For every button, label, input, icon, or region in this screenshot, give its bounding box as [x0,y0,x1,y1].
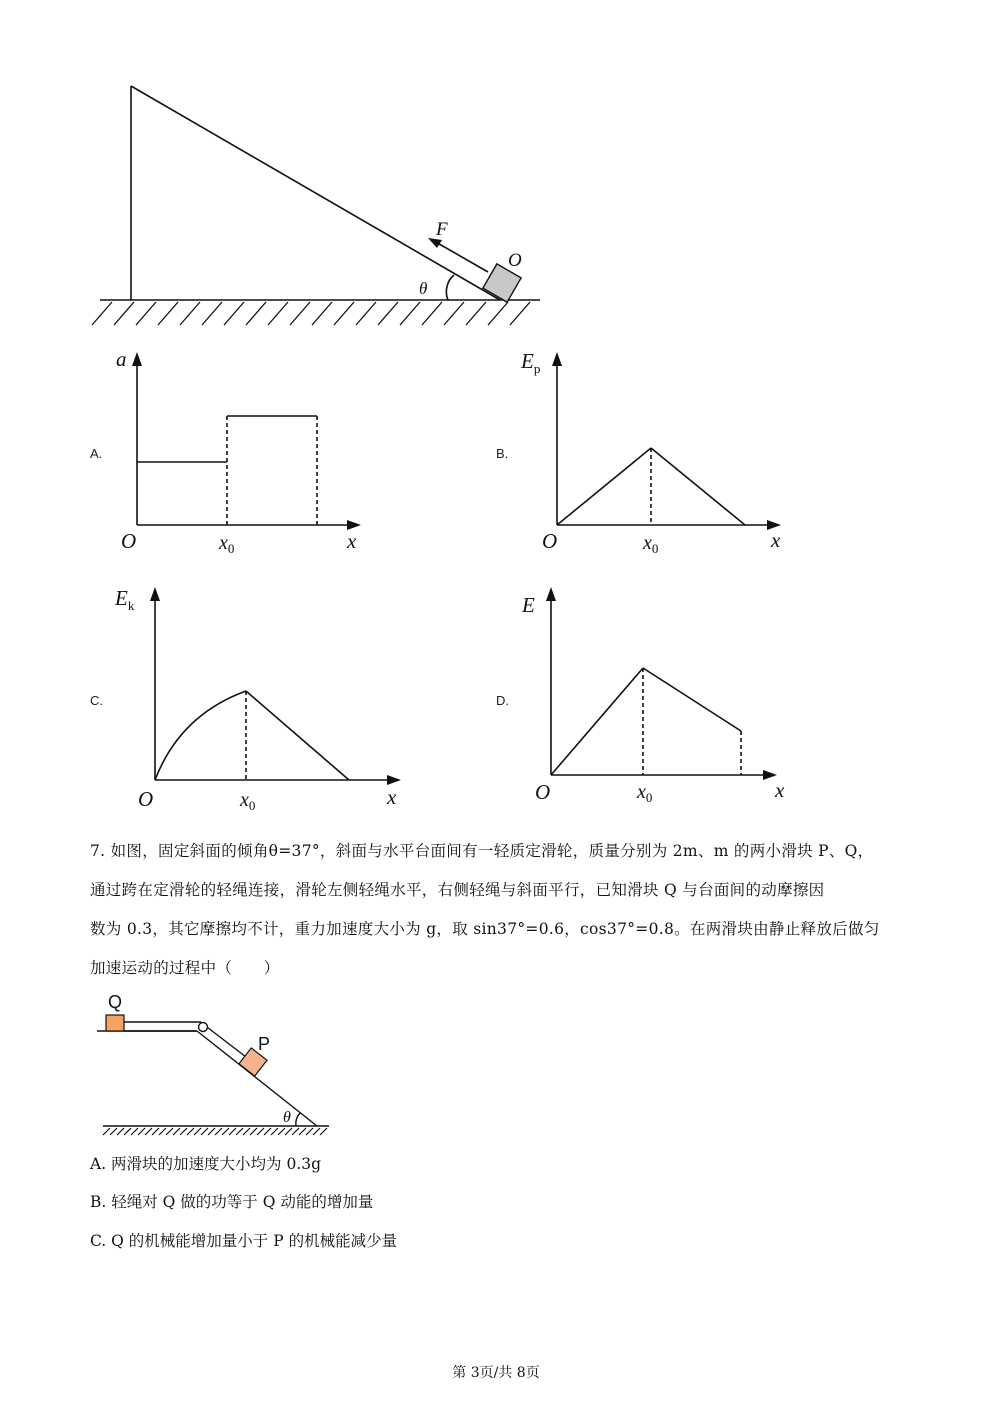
q7-line-3: 数为 0.3，其它摩擦均不计，重力加速度大小为 g，取 sin37°=0.6，cos37°=0.8。在两滑块由静止释放后做匀 [90,920,880,938]
option-d-label: D. [496,693,509,708]
block-q-label: Q [108,992,123,1012]
graph-c-x0: $x_0$ [240,789,256,813]
block-p-label: P [258,1034,271,1054]
option-a-label: A. [90,446,103,461]
graph-b-ylabel: $E_p$ [521,349,541,376]
option-c-label: C. [90,693,103,708]
graph-b-x0: $x_0$ [643,532,659,556]
graph-b-xaxis: x [771,528,781,552]
q7-option-b: B. 轻绳对 Q 做的功等于 Q 动能的增加量 [90,1193,374,1211]
block-q [106,1015,124,1031]
point-o-label: O [508,250,522,271]
graph-a-x0: $x_0$ [219,532,235,556]
graph-c-xaxis: x [387,785,397,809]
graph-c-ylabel: $E_k$ [115,586,135,613]
graph-d-x0: $x_0$ [637,781,653,805]
page-footer: 第 3页/共 8页 [452,1365,540,1381]
q7-line-4: 加速运动的过程中（ ） [90,959,280,977]
graph-d-origin: O [535,780,551,804]
q7-line-1: 7. 如图，固定斜面的倾角θ=37°，斜面与水平台面间有一轻质定滑轮，质量分别为 2m、m 的两小滑块 P、Q， [90,842,874,860]
graph-c-origin: O [138,787,154,811]
graph-a-xaxis: x [347,529,357,553]
angle-label: θ [419,279,428,298]
graph-d-xaxis: x [775,778,785,802]
q7-option-a: A. 两滑块的加速度大小均为 0.3g [90,1155,322,1173]
q7-line-2: 通过跨在定滑轮的轻绳连接，滑轮左侧轻绳水平，右侧轻绳与斜面平行，已知滑块 Q 与台面间的动摩擦因 [90,881,825,899]
theta-label: θ [283,1109,291,1126]
graph-a-origin: O [121,529,137,553]
q7-option-c: C. Q 的机械能增加量小于 P 的机械能减少量 [90,1232,398,1250]
force-label: F [436,219,448,240]
graph-b-origin: O [542,529,558,553]
option-b-label: B. [496,446,509,461]
graph-a-ylabel: a [116,347,127,371]
graph-d-ylabel: E [522,593,535,617]
